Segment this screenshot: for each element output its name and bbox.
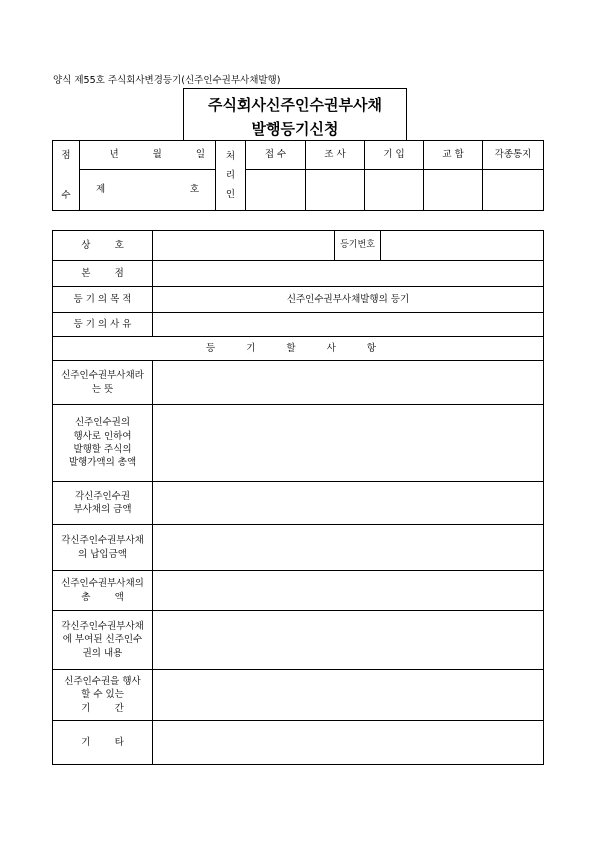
receipt-table <box>52 140 544 211</box>
title-box <box>183 88 407 140</box>
processing-char-cheo: 처 <box>225 150 236 162</box>
day-label: 일 <box>195 149 205 161</box>
col-entry: 기 입 <box>365 141 424 170</box>
item-label-exercise-period: 신주인수권을 행사 할 수 있는 기 간 <box>53 670 153 721</box>
registration-number-field[interactable] <box>381 231 544 261</box>
head-office-field[interactable] <box>153 261 544 287</box>
item-field-payment-amount[interactable] <box>153 525 544 571</box>
notices-stamp-cell[interactable] <box>483 170 544 211</box>
item-label-bond-total: 신주인수권부사채의 총 액 <box>53 571 153 611</box>
entry-stamp-cell[interactable] <box>365 170 424 211</box>
item-field-bond-total[interactable] <box>153 571 544 611</box>
col-review: 조 사 <box>306 141 365 170</box>
item-label-right-content: 각신주인수권부사채 에 부여된 신주인수 권의 내용 <box>53 611 153 670</box>
receipt-char-su: 수 <box>61 189 71 201</box>
page-title-line1: 주식회사신주인수권부사채 <box>208 96 382 114</box>
receipt-stamp-cell[interactable] <box>246 170 306 211</box>
item-field-exercise-period[interactable] <box>153 670 544 721</box>
month-label: 월 <box>152 149 162 161</box>
col-check: 교 합 <box>424 141 483 170</box>
item-label-bond-amount: 각신주인수권 부사채의 금액 <box>53 482 153 525</box>
item-label-total-issue-price: 신주인수권의 행사로 인하여 발행할 주식의 발행가액의 총액 <box>53 405 153 482</box>
company-name-label: 상 호 <box>53 231 153 261</box>
item-field-bond-statement[interactable] <box>153 361 544 405</box>
number-prefix-label: 제 <box>96 184 106 196</box>
item-field-total-issue-price[interactable] <box>153 405 544 482</box>
receipt-number-cell[interactable] <box>80 170 216 211</box>
application-table <box>52 230 544 765</box>
matters-header: 등 기 할 사 항 <box>53 337 544 361</box>
company-name-field[interactable] <box>153 231 335 261</box>
receipt-header-cell <box>53 141 80 211</box>
receipt-date-cell[interactable] <box>80 141 216 170</box>
page-title-line2: 발행등기신청 <box>251 120 339 138</box>
year-label: 년 <box>109 149 119 161</box>
form-number-label: 양식 제55호 주식회사변경등기(신주인수권부사채발행) <box>53 75 281 86</box>
item-field-other[interactable] <box>153 721 544 765</box>
receipt-char-jeop: 점 <box>61 150 71 162</box>
item-field-right-content[interactable] <box>153 611 544 670</box>
item-label-bond-statement: 신주인수권부사채라 는 뜻 <box>53 361 153 405</box>
item-field-bond-amount[interactable] <box>153 482 544 525</box>
reason-label: 등 기 의 사 유 <box>53 313 153 337</box>
head-office-label: 본 점 <box>53 261 153 287</box>
processing-header-cell <box>216 141 246 211</box>
item-label-payment-amount: 각신주인수권부사채 의 납입금액 <box>53 525 153 571</box>
processing-char-ri: 리 <box>225 169 236 181</box>
purpose-value[interactable]: 신주인수권부사채발행의 등기 <box>153 287 544 313</box>
registration-number-label: 등기번호 <box>335 231 381 261</box>
check-stamp-cell[interactable] <box>424 170 483 211</box>
col-receipt: 접 수 <box>246 141 306 170</box>
item-label-other: 기 타 <box>53 721 153 765</box>
processing-char-in: 인 <box>225 189 236 201</box>
review-stamp-cell[interactable] <box>306 170 365 211</box>
reason-field[interactable] <box>153 313 544 337</box>
col-notices: 각종통지 <box>483 141 544 170</box>
purpose-label: 등 기 의 목 적 <box>53 287 153 313</box>
number-suffix-label: 호 <box>189 184 199 196</box>
